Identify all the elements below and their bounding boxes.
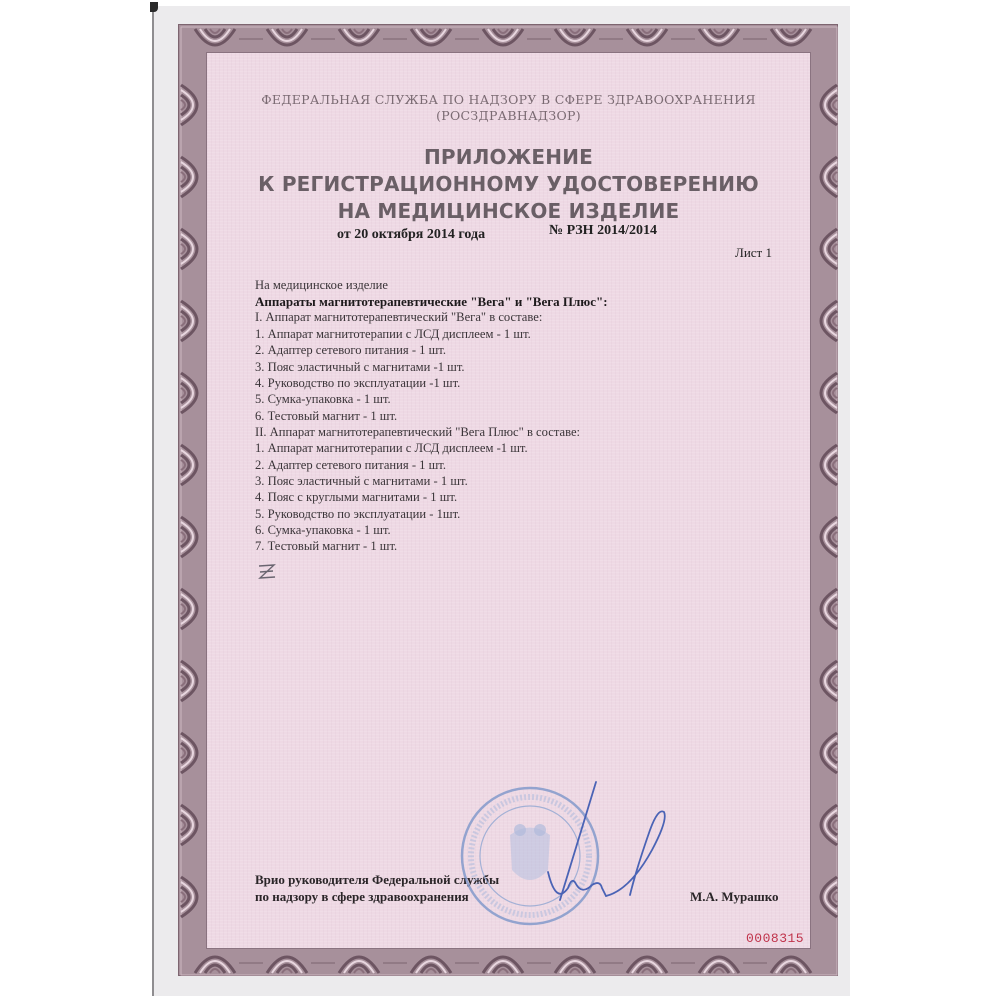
section2-item: 6. Сумка-упаковка - 1 шт. <box>255 523 391 537</box>
section1-item: 1. Аппарат магнитотерапии с ЛСД дисплеем - 1 шт. <box>255 327 531 341</box>
section2-item: 2. Адаптер сетевого питания - 1 шт. <box>255 458 447 472</box>
section1-item: 3. Пояс эластичный с магнитами -1 шт. <box>255 360 465 374</box>
section2-item: 7. Тестовый магнит - 1 шт. <box>255 539 398 553</box>
section2-item: 5. Руководство по эксплуатации - 1шт. <box>255 507 461 521</box>
section1-heading: I. Аппарат магнитотерапевтический "Вега" в составе: <box>255 310 543 324</box>
sheet-number: Лист 1 <box>735 245 772 260</box>
section2-item: 3. Пояс эластичный с магнитами - 1 шт. <box>255 474 468 488</box>
signatory-position-line2: по надзору в сфере здравоохранения <box>255 889 469 904</box>
registration-number: № РЗН 2014/2014 <box>549 223 657 238</box>
scan-corner-mark <box>150 2 158 12</box>
section1-item: 5. Сумка-упаковка - 1 шт. <box>255 392 391 406</box>
intro-text: На медицинское изделие <box>255 278 388 292</box>
signatory-name: М.А. Мурашко <box>690 889 779 904</box>
agency-name: ФЕДЕРАЛЬНАЯ СЛУЖБА ПО НАДЗОРУ В СФЕРЕ ЗДРАВООХРАНЕНИЯ <box>261 92 756 107</box>
section1-item: 2. Адаптер сетевого питания - 1 шт. <box>255 343 447 357</box>
issue-date: от 20 октября 2014 года <box>337 227 486 242</box>
document-title: ПРИЛОЖЕНИЕ <box>423 145 594 169</box>
section1-item: 6. Тестовый магнит - 1 шт. <box>255 409 398 423</box>
section2-item: 4. Пояс с круглыми магнитами - 1 шт. <box>255 490 458 504</box>
agency-abbreviation: (РОСЗДРАВНАДЗОР) <box>436 108 581 123</box>
document-subtitle-line1: К РЕГИСТРАЦИОННОМУ УДОСТОВЕРЕНИЮ <box>258 172 759 196</box>
section2-heading: II. Аппарат магнитотерапевтический "Вега Плюс" в составе: <box>255 425 581 439</box>
certificate-body <box>206 52 811 949</box>
form-serial-number: 0008315 <box>746 931 805 946</box>
device-title: Аппараты магнитотерапевтические "Вега" и "Вега Плюс": <box>255 294 608 309</box>
section1-item: 4. Руководство по эксплуатации -1 шт. <box>255 376 461 390</box>
signatory-position-line1: Врио руководителя Федеральной службы <box>255 872 500 887</box>
document-subtitle-line2: НА МЕДИЦИНСКОЕ ИЗДЕЛИЕ <box>337 199 680 223</box>
z-strike-mark-icon <box>257 563 277 581</box>
section2-item: 1. Аппарат магнитотерапии с ЛСД дисплеем -1 шт. <box>255 441 528 455</box>
